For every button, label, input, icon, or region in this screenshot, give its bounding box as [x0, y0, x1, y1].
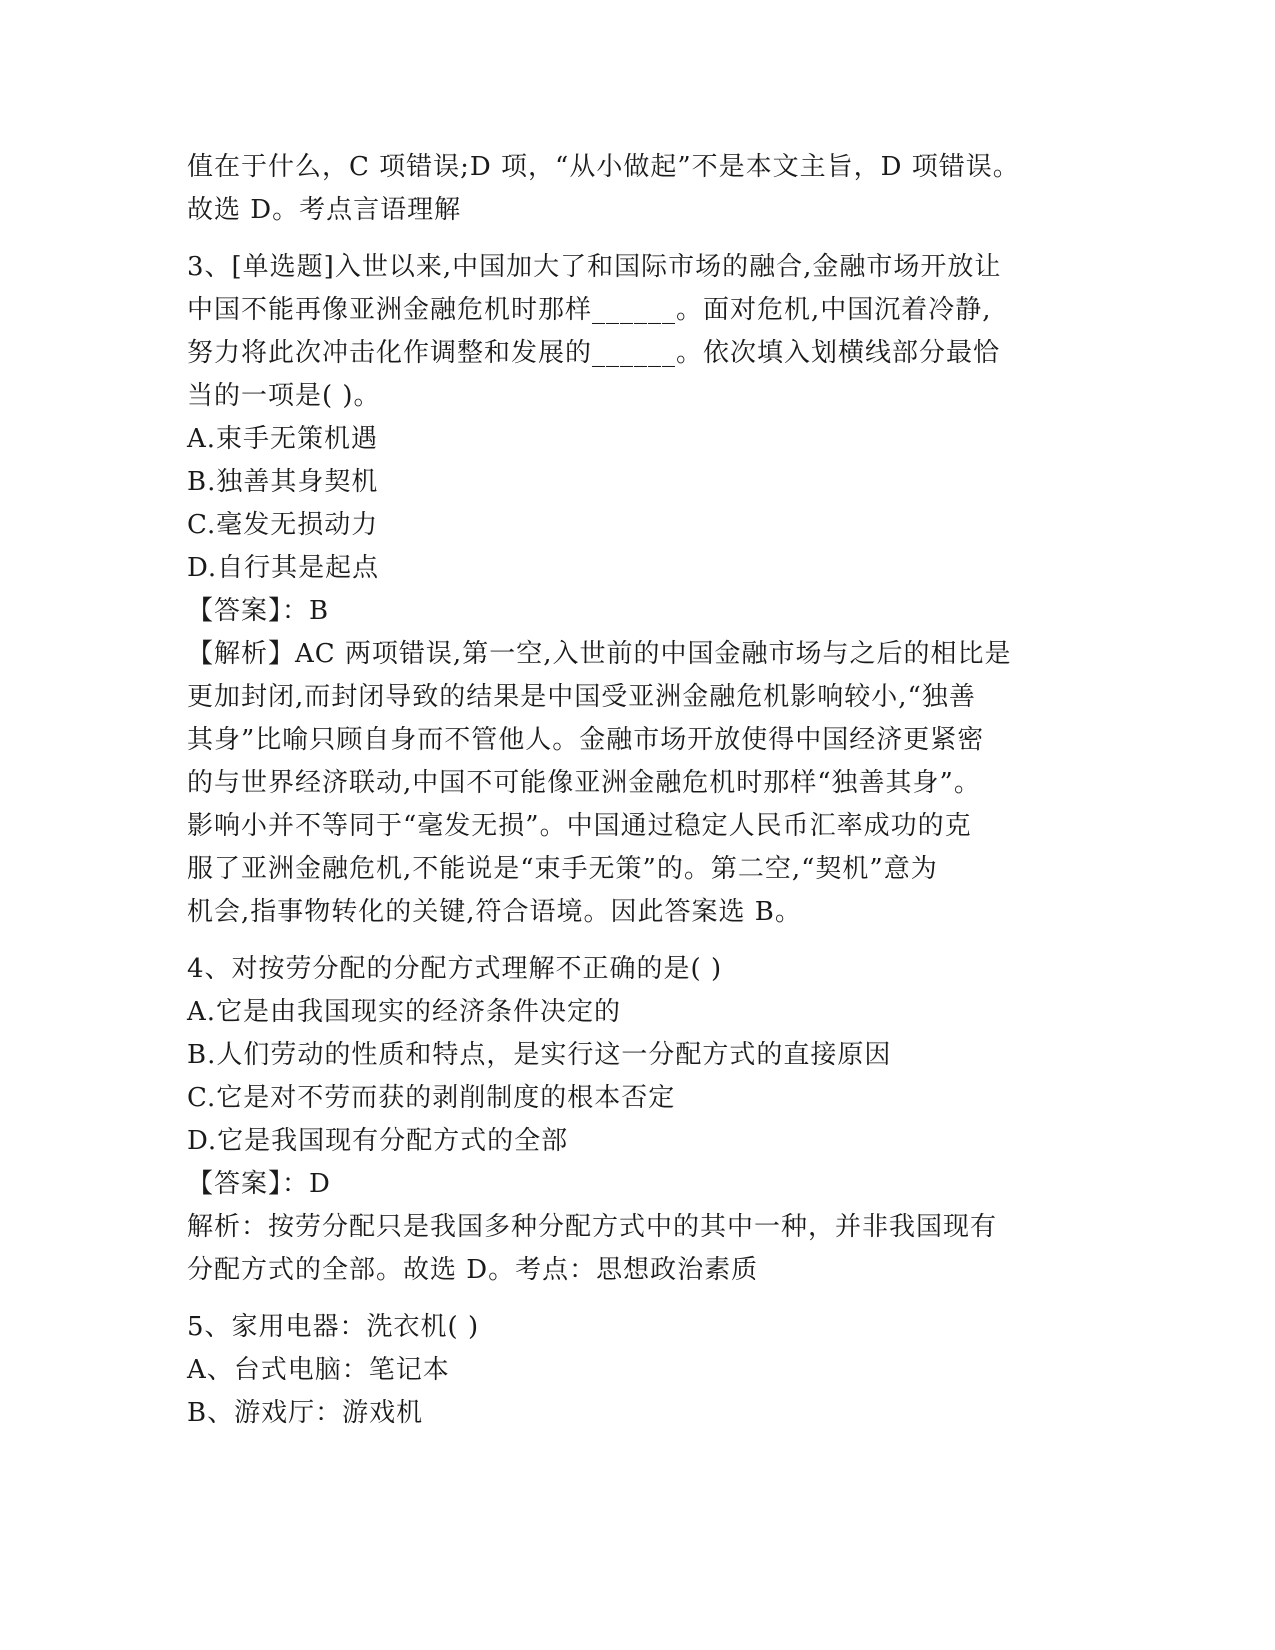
answer-line: 【答案】：D: [187, 1169, 331, 1199]
option-b: B.人们劳动的性质和特点，是实行这一分配方式的直接原因: [187, 1040, 892, 1070]
option-d: D.它是我国现有分配方式的全部: [187, 1126, 569, 1156]
question-stem-line: 努力将此次冲击化作调整和发展的______。依次填入划横线部分最恰: [187, 338, 1001, 368]
text-line: 故选 D。考点言语理解: [187, 195, 462, 225]
question-stem-line: 5、家用电器：洗衣机( ): [187, 1312, 480, 1342]
option-c: C.它是对不劳而获的剥削制度的根本否定: [187, 1083, 676, 1113]
explanation-line: 更加封闭,而封闭导致的结果是中国受亚洲金融危机影响较小,“独善: [187, 682, 976, 712]
explanation-line: 服了亚洲金融危机,不能说是“束手无策”的。第二空,“契机”意为: [187, 854, 938, 884]
answer-line: 【答案】：B: [187, 596, 330, 626]
question-3: [187, 246, 1087, 934]
question-stem-line: 3、[单选题]入世以来,中国加大了和国际市场的融合,金融市场开放让: [187, 252, 1002, 282]
document-page: [187, 146, 1087, 1435]
option-c: C.毫发无损动力: [187, 510, 379, 540]
option-a: A.它是由我国现实的经济条件决定的: [187, 997, 622, 1027]
explanation-line: 机会,指事物转化的关键,符合语境。因此答案选 B。: [187, 897, 802, 927]
question-stem-line: 当的一项是( )。: [187, 381, 381, 411]
question-stem-line: 中国不能再像亚洲金融危机时那样______。面对危机,中国沉着冷静,: [187, 295, 992, 325]
question-stem-line: 4、对按劳分配的分配方式理解不正确的是( ): [187, 954, 723, 984]
option-a: A、台式电脑：笔记本: [187, 1355, 450, 1385]
explanation-line: 其身”比喻只顾自身而不管他人。金融市场开放使得中国经济更紧密: [187, 725, 985, 755]
question-5: [187, 1306, 1087, 1435]
option-d: D.自行其是起点: [187, 553, 380, 583]
explanation-line: 分配方式的全部。故选 D。考点：思想政治素质: [187, 1255, 759, 1285]
explanation-line: 解析：按劳分配只是我国多种分配方式中的其中一种，并非我国现有: [187, 1212, 998, 1242]
option-b: B.独善其身契机: [187, 467, 379, 497]
explanation-line: 【解析】AC 两项错误,第一空,入世前的中国金融市场与之后的相比是: [187, 639, 1012, 669]
question-2-explanation-tail: [187, 146, 1087, 232]
text-line: 值在于什么，C 项错误;D 项，“从小做起”不是本文主旨，D 项错误。: [187, 152, 1020, 182]
question-4: [187, 948, 1087, 1292]
option-b: B、游戏厅：游戏机: [187, 1398, 424, 1428]
explanation-line: 影响小并不等同于“毫发无损”。中国通过稳定人民币汇率成功的克: [187, 811, 972, 841]
option-a: A.束手无策机遇: [187, 424, 379, 454]
explanation-line: 的与世界经济联动,中国不可能像亚洲金融危机时那样“独善其身”。: [187, 768, 981, 798]
